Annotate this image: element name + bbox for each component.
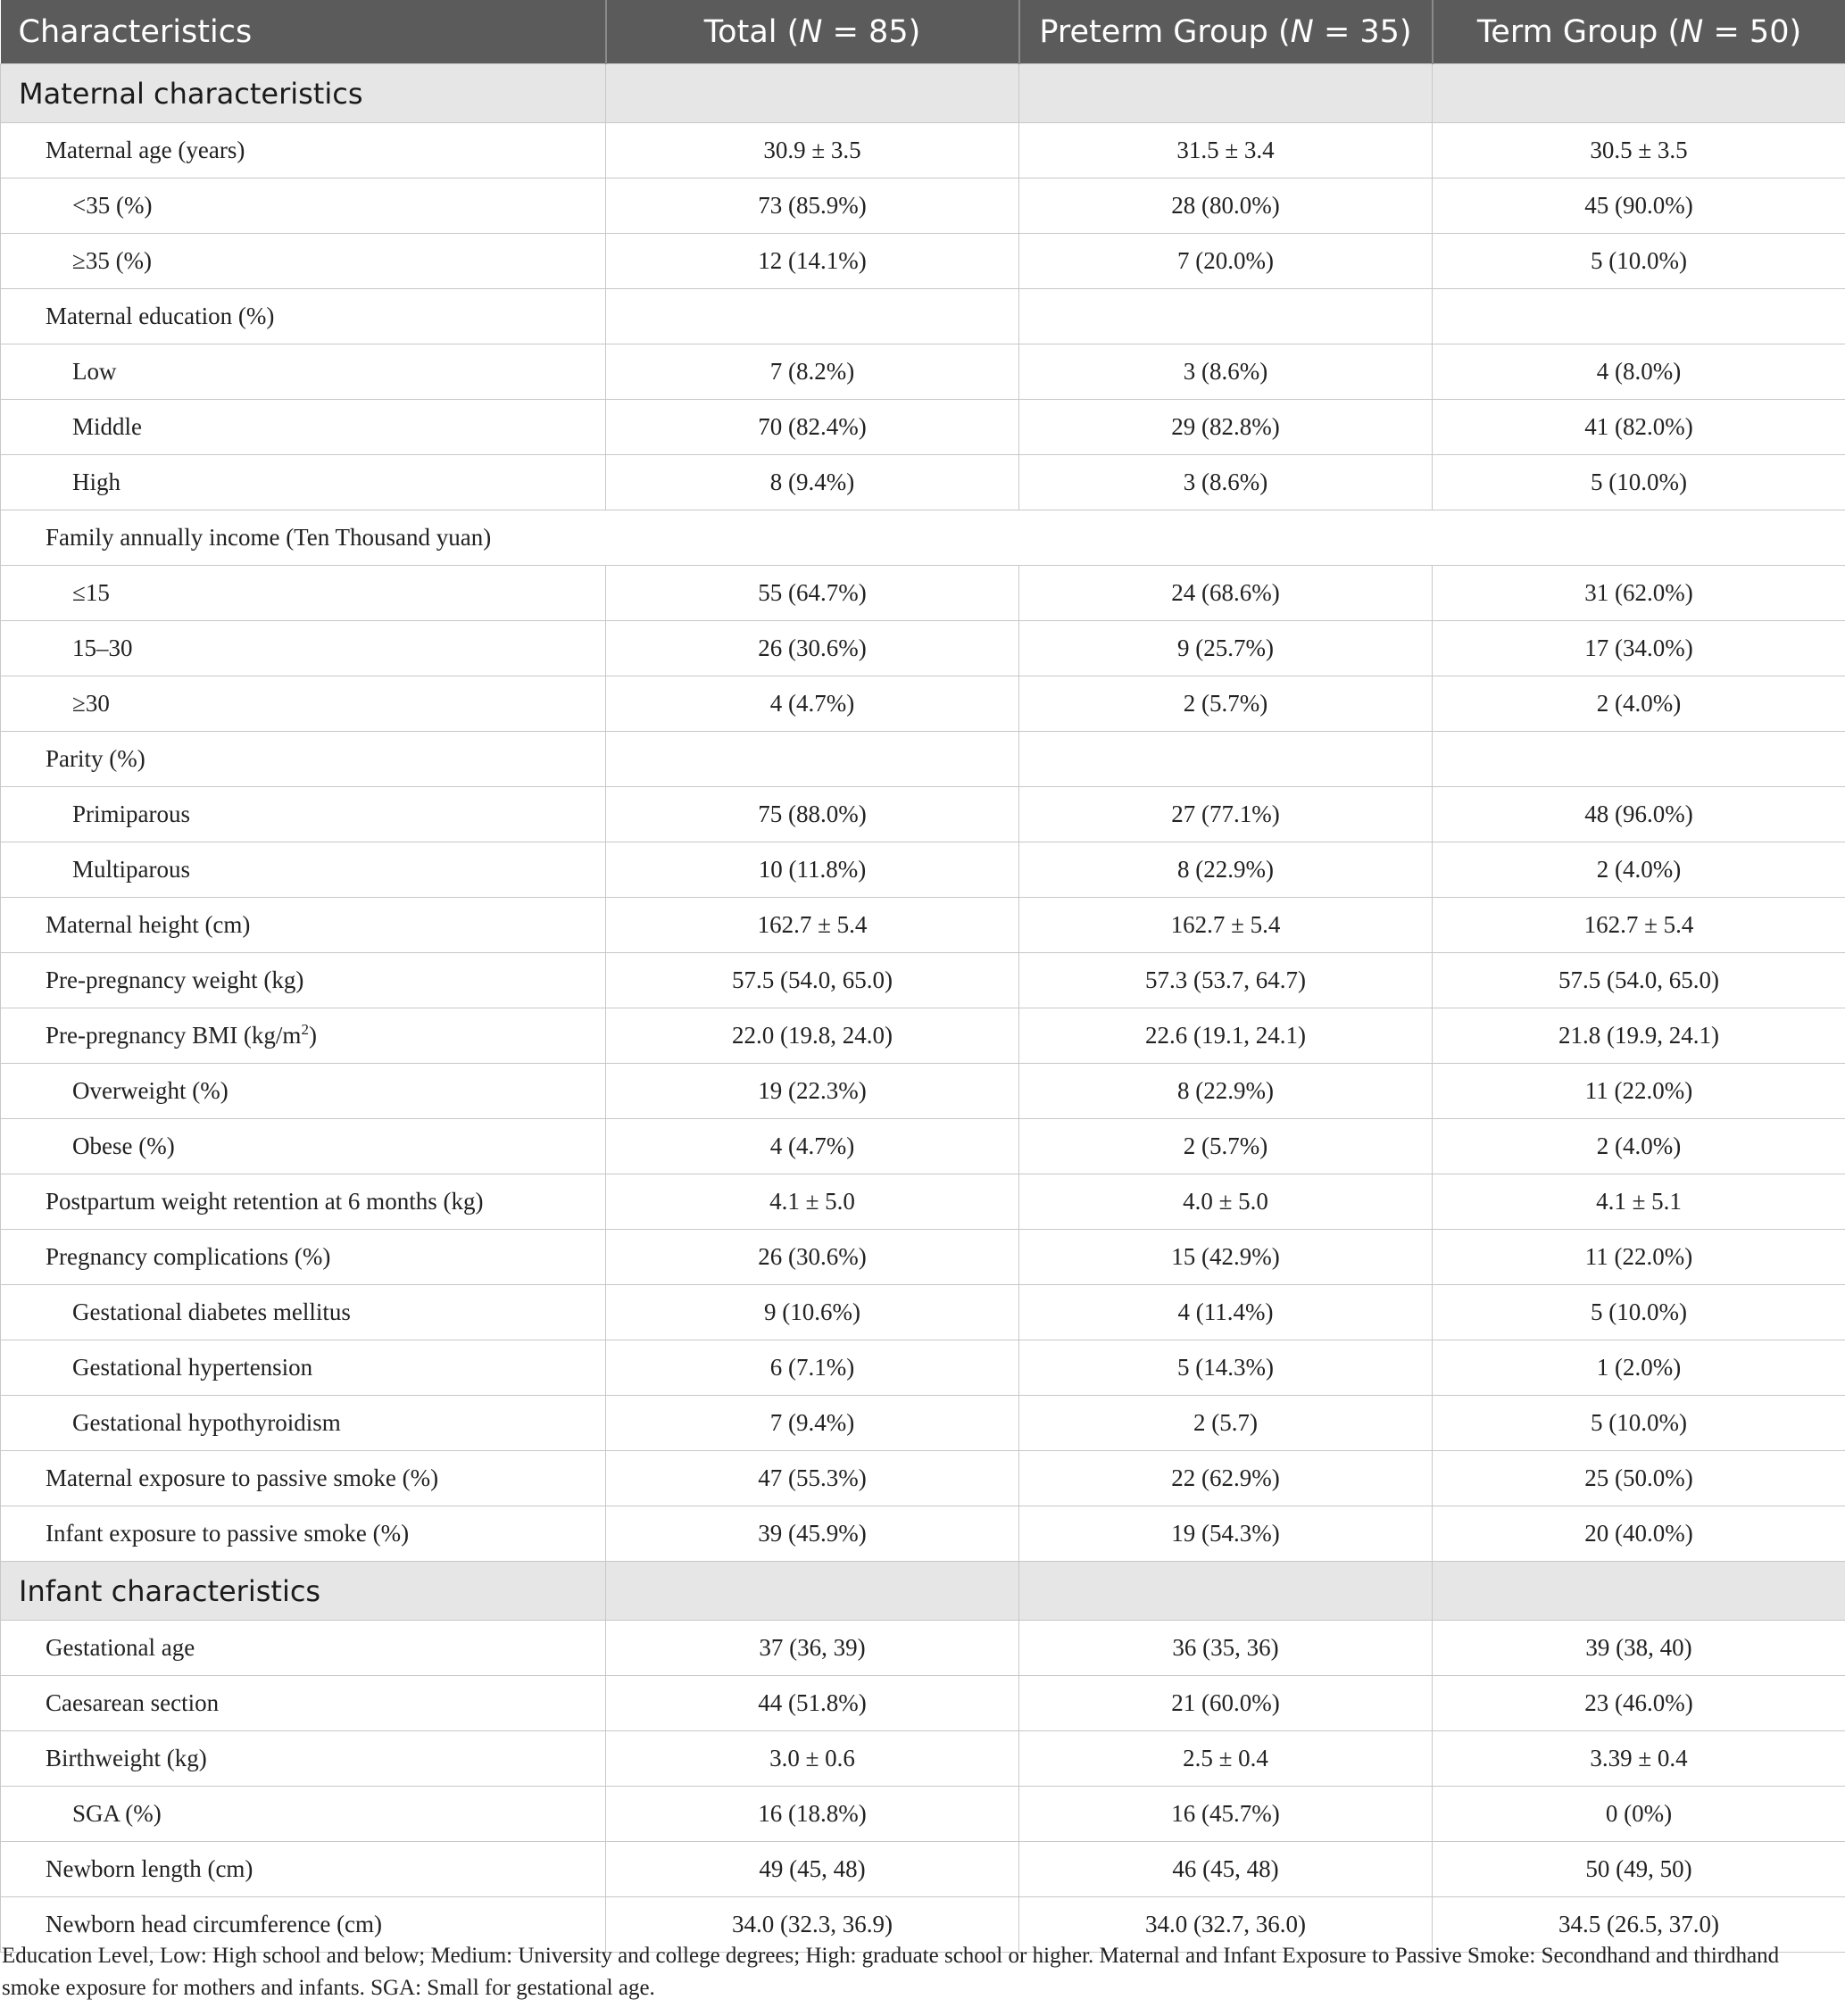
cell-total: 47 (55.3%) (606, 1451, 1019, 1506)
table-row (1, 1396, 1845, 1451)
table-row (1, 1842, 1845, 1897)
table-row (1, 1008, 1845, 1064)
cell-term: 5 (10.0%) (1433, 455, 1845, 510)
table-row (1, 1451, 1845, 1506)
cell-preterm: 8 (22.9%) (1019, 842, 1433, 898)
cell-preterm: 3 (8.6%) (1019, 455, 1433, 510)
row-label: Maternal education (%) (1, 289, 606, 344)
table-row (1, 1064, 1845, 1119)
header-term-n: N (1680, 13, 1704, 50)
cell-preterm: 21 (60.0%) (1019, 1676, 1433, 1731)
cell-term: 2 (4.0%) (1433, 842, 1845, 898)
section-row-infant (1, 1562, 1845, 1621)
cell-preterm: 28 (80.0%) (1019, 178, 1433, 234)
table-row (1, 123, 1845, 178)
row-label: Newborn length (cm) (1, 1842, 606, 1897)
table-row (1, 1731, 1845, 1787)
table-row (1, 898, 1845, 953)
cell-preterm: 15 (42.9%) (1019, 1230, 1433, 1285)
cell-term: 30.5 ± 3.5 (1433, 123, 1845, 178)
cell-term: 2 (4.0%) (1433, 1119, 1845, 1174)
row-label: Obese (%) (1, 1119, 606, 1174)
table-row (1, 344, 1845, 400)
cell-preterm: 3 (8.6%) (1019, 344, 1433, 400)
table-row (1, 1230, 1845, 1285)
cell-term: 3.39 ± 0.4 (1433, 1731, 1845, 1787)
row-label: Birthweight (kg) (1, 1731, 606, 1787)
cell-total: 8 (9.4%) (606, 455, 1019, 510)
cell-term: 0 (0%) (1433, 1787, 1845, 1842)
cell-term: 162.7 ± 5.4 (1433, 898, 1845, 953)
cell-total: 30.9 ± 3.5 (606, 123, 1019, 178)
table-row (1, 842, 1845, 898)
cell-term: 45 (90.0%) (1433, 178, 1845, 234)
table-row (1, 178, 1845, 234)
cell-total: 7 (9.4%) (606, 1396, 1019, 1451)
row-label: ≤15 (1, 566, 606, 621)
cell-preterm: 29 (82.8%) (1019, 400, 1433, 455)
cell-total: 75 (88.0%) (606, 787, 1019, 842)
cell-preterm: 4 (11.4%) (1019, 1285, 1433, 1340)
row-label: Parity (%) (1, 732, 606, 787)
cell-total: 162.7 ± 5.4 (606, 898, 1019, 953)
table-row (1, 1676, 1845, 1731)
section-row-maternal (1, 64, 1845, 123)
cell-total: 10 (11.8%) (606, 842, 1019, 898)
cell-total: 39 (45.9%) (606, 1506, 1019, 1562)
cell-preterm: 22.6 (19.1, 24.1) (1019, 1008, 1433, 1064)
header-total-post: = 85) (822, 13, 921, 50)
section-label-maternal: Maternal characteristics (1, 64, 606, 123)
header-total-n: N (799, 13, 823, 50)
cell-term: 5 (10.0%) (1433, 1396, 1845, 1451)
cell-total: 16 (18.8%) (606, 1787, 1019, 1842)
cell-total: 57.5 (54.0, 65.0) (606, 953, 1019, 1008)
cell-term: 34.5 (26.5, 37.0) (1433, 1897, 1845, 1953)
cell-term: 4.1 ± 5.1 (1433, 1174, 1845, 1230)
table-row (1, 510, 1845, 566)
table-footnote: Education Level, Low: High school and below; Medium: University and college degrees; High: graduate school or higher. Maternal and Infant Exposure to Passive Smoke: Secondhand and thirdhand smoke exposure for mothers and infants. SGA: Small for gestational age. (2, 1944, 1780, 2000)
table-row (1, 1506, 1845, 1562)
header-preterm-n: N (1290, 13, 1314, 50)
cell-total: 37 (36, 39) (606, 1621, 1019, 1676)
header-term (1433, 0, 1845, 64)
cell-term: 17 (34.0%) (1433, 621, 1845, 676)
header-characteristics: Characteristics (1, 0, 606, 64)
cell-total: 9 (10.6%) (606, 1285, 1019, 1340)
header-total-pre: Total ( (703, 13, 800, 50)
table-row (1, 953, 1845, 1008)
cell-total: 3.0 ± 0.6 (606, 1731, 1019, 1787)
row-label: ≥30 (1, 676, 606, 732)
cell-total: 4 (4.7%) (606, 1119, 1019, 1174)
header-term-pre: Term Group ( (1476, 13, 1681, 50)
cell-preterm: 19 (54.3%) (1019, 1506, 1433, 1562)
header-term-post: = 50) (1703, 13, 1802, 50)
cell-total: 26 (30.6%) (606, 621, 1019, 676)
header-row (1, 0, 1845, 64)
row-label: Pre-pregnancy weight (kg) (1, 953, 606, 1008)
cell-preterm: 7 (20.0%) (1019, 234, 1433, 289)
cell-preterm: 22 (62.9%) (1019, 1451, 1433, 1506)
table-row (1, 1340, 1845, 1396)
cell-term: 4 (8.0%) (1433, 344, 1845, 400)
cell-term: 57.5 (54.0, 65.0) (1433, 953, 1845, 1008)
cell-preterm: 2 (5.7%) (1019, 1119, 1433, 1174)
table-row (1, 1174, 1845, 1230)
row-label: Infant exposure to passive smoke (%) (1, 1506, 606, 1562)
cell-term: 11 (22.0%) (1433, 1064, 1845, 1119)
table-row (1, 566, 1845, 621)
cell-term: 25 (50.0%) (1433, 1451, 1845, 1506)
cell-preterm: 2 (5.7%) (1019, 676, 1433, 732)
cell-term: 48 (96.0%) (1433, 787, 1845, 842)
row-label: High (1, 455, 606, 510)
cell-total: 4.1 ± 5.0 (606, 1174, 1019, 1230)
cell-term: 39 (38, 40) (1433, 1621, 1845, 1676)
cell-term: 31 (62.0%) (1433, 566, 1845, 621)
cell-term: 5 (10.0%) (1433, 1285, 1845, 1340)
cell-total: 6 (7.1%) (606, 1340, 1019, 1396)
table-row (1, 787, 1845, 842)
row-label: Gestational hypothyroidism (1, 1396, 606, 1451)
cell-total: 34.0 (32.3, 36.9) (606, 1897, 1019, 1953)
table-row (1, 1285, 1845, 1340)
row-label: Gestational hypertension (1, 1340, 606, 1396)
cell-preterm: 9 (25.7%) (1019, 621, 1433, 676)
cell-term: 20 (40.0%) (1433, 1506, 1845, 1562)
cell-total: 49 (45, 48) (606, 1842, 1019, 1897)
row-label-close: ) (308, 1022, 317, 1049)
cell-total: 55 (64.7%) (606, 566, 1019, 621)
cell-total: 26 (30.6%) (606, 1230, 1019, 1285)
cell-term: 50 (49, 50) (1433, 1842, 1845, 1897)
cell-term: 41 (82.0%) (1433, 400, 1845, 455)
cell-term: 23 (46.0%) (1433, 1676, 1845, 1731)
cell-term: 1 (2.0%) (1433, 1340, 1845, 1396)
row-label: Primiparous (1, 787, 606, 842)
table-row (1, 400, 1845, 455)
table-row (1, 1787, 1845, 1842)
row-label: Caesarean section (1, 1676, 606, 1731)
table-row (1, 455, 1845, 510)
row-label: Low (1, 344, 606, 400)
table-row (1, 1621, 1845, 1676)
cell-total: 73 (85.9%) (606, 178, 1019, 234)
cell-total: 19 (22.3%) (606, 1064, 1019, 1119)
cell-preterm: 31.5 ± 3.4 (1019, 123, 1433, 178)
cell-term: 21.8 (19.9, 24.1) (1433, 1008, 1845, 1064)
row-label: Pregnancy complications (%) (1, 1230, 606, 1285)
cell-preterm: 162.7 ± 5.4 (1019, 898, 1433, 953)
header-preterm-pre: Preterm Group ( (1039, 13, 1291, 50)
cell-preterm: 46 (45, 48) (1019, 1842, 1433, 1897)
header-preterm-post: = 35) (1313, 13, 1412, 50)
table-row (1, 234, 1845, 289)
cell-term: 11 (22.0%) (1433, 1230, 1845, 1285)
cell-preterm: 2 (5.7) (1019, 1396, 1433, 1451)
table-row (1, 676, 1845, 732)
cell-preterm: 36 (35, 36) (1019, 1621, 1433, 1676)
row-label: Postpartum weight retention at 6 months (kg) (1, 1174, 606, 1230)
row-label-superscript: 2 (301, 1021, 309, 1038)
cell-preterm: 8 (22.9%) (1019, 1064, 1433, 1119)
row-label: <35 (%) (1, 178, 606, 234)
section-label-infant: Infant characteristics (1, 1562, 606, 1621)
row-label: Maternal height (cm) (1, 898, 606, 953)
cell-preterm: 34.0 (32.7, 36.0) (1019, 1897, 1433, 1953)
cell-term: 2 (4.0%) (1433, 676, 1845, 732)
table-row (1, 621, 1845, 676)
cell-preterm: 16 (45.7%) (1019, 1787, 1433, 1842)
row-label: Gestational diabetes mellitus (1, 1285, 606, 1340)
row-label: Maternal age (years) (1, 123, 606, 178)
cell-preterm: 4.0 ± 5.0 (1019, 1174, 1433, 1230)
table-row (1, 732, 1845, 787)
cell-total: 22.0 (19.8, 24.0) (606, 1008, 1019, 1064)
row-label: ≥35 (%) (1, 234, 606, 289)
header-total (606, 0, 1019, 64)
row-label: Family annually income (Ten Thousand yuan) (1, 510, 1845, 566)
cell-preterm: 57.3 (53.7, 64.7) (1019, 953, 1433, 1008)
row-label: SGA (%) (1, 1787, 606, 1842)
cell-preterm: 2.5 ± 0.4 (1019, 1731, 1433, 1787)
row-label: Gestational age (1, 1621, 606, 1676)
row-label-text: Pre-pregnancy BMI (kg/m (46, 1022, 302, 1049)
header-preterm (1019, 0, 1433, 64)
table-row (1, 289, 1845, 344)
row-label: Multiparous (1, 842, 606, 898)
cell-preterm: 24 (68.6%) (1019, 566, 1433, 621)
row-label: Newborn head circumference (cm) (1, 1897, 606, 1953)
cell-total: 44 (51.8%) (606, 1676, 1019, 1731)
row-label: Middle (1, 400, 606, 455)
cell-total: 12 (14.1%) (606, 234, 1019, 289)
table-row (1, 1119, 1845, 1174)
row-label: Overweight (%) (1, 1064, 606, 1119)
row-label: Maternal exposure to passive smoke (%) (1, 1451, 606, 1506)
cell-total: 7 (8.2%) (606, 344, 1019, 400)
cell-preterm: 5 (14.3%) (1019, 1340, 1433, 1396)
cell-term: 5 (10.0%) (1433, 234, 1845, 289)
cell-total: 70 (82.4%) (606, 400, 1019, 455)
row-label (1, 1008, 606, 1064)
cell-preterm: 27 (77.1%) (1019, 787, 1433, 842)
cell-total: 4 (4.7%) (606, 676, 1019, 732)
row-label: 15–30 (1, 621, 606, 676)
